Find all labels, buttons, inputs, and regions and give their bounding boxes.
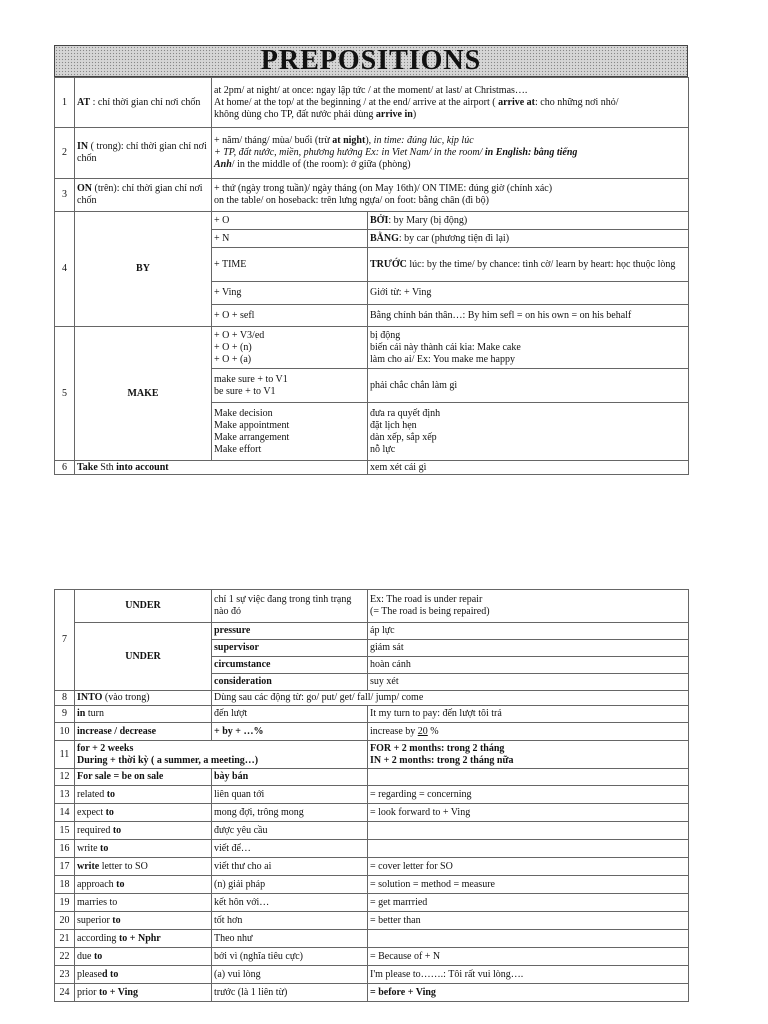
table-row: [55, 78, 689, 128]
row-form: bày bán: [212, 769, 368, 786]
make-meaning: phải chắc chắn làm gì: [368, 369, 689, 403]
row-meaning: [368, 930, 689, 948]
row-number: 2: [55, 128, 75, 179]
row-form: bởi vì (nghĩa tiêu cực): [212, 948, 368, 966]
row-number: 21: [55, 930, 75, 948]
under-meaning: hoàn cảnh: [368, 657, 689, 674]
row-meaning: [368, 840, 689, 858]
table-row: [55, 786, 689, 804]
row-meaning: = cover letter for SO: [368, 858, 689, 876]
row-label: increase / decrease: [75, 723, 212, 741]
row-label: due to: [75, 948, 212, 966]
row-form: (a) vui lòng: [212, 966, 368, 984]
row-label: UNDER: [75, 623, 212, 691]
row-number: 24: [55, 984, 75, 1002]
make-meaning: bị động biến cái này thành cái kia: Make cake làm cho ai/ Ex: You make me happy: [368, 327, 689, 369]
row-meaning: = look forward to + Ving: [368, 804, 689, 822]
table-row: [55, 590, 689, 623]
row-label: according to + Nphr: [75, 930, 212, 948]
row-label: INTO (vào trong): [75, 691, 212, 706]
row-label: write letter to SO: [75, 858, 212, 876]
table-row: [55, 822, 689, 840]
row-form: tốt hơn: [212, 912, 368, 930]
row-number: 15: [55, 822, 75, 840]
make-meaning: đưa ra quyết định đặt lịch hẹn dàn xếp, sắp xếp nỗ lực: [368, 403, 689, 461]
table-row: [55, 804, 689, 822]
row-meaning: = get marrried: [368, 894, 689, 912]
row-form: liên quan tới: [212, 786, 368, 804]
row-meaning: It my turn to pay: đến lượt tôi trả: [368, 706, 689, 723]
row-number: 11: [55, 741, 75, 769]
row-label: marries to: [75, 894, 212, 912]
table-row: [55, 984, 689, 1002]
row-label: pleased to: [75, 966, 212, 984]
row-label: expect to: [75, 804, 212, 822]
by-form: + Ving: [212, 282, 368, 305]
row-number: 17: [55, 858, 75, 876]
row-label: AT : chỉ thời gian chỉ nơi chốn: [75, 78, 212, 128]
row-meaning: I'm please to…….: Tôi rất vui lòng….: [368, 966, 689, 984]
row-meaning: = regarding = concerning: [368, 786, 689, 804]
row-number: 4: [55, 212, 75, 327]
table-row: [55, 769, 689, 786]
under-form: supervisor: [212, 640, 368, 657]
row-number: 22: [55, 948, 75, 966]
row-meaning: = before + Ving: [368, 984, 689, 1002]
row-label: Take Sth into account: [75, 461, 368, 475]
table-row: [55, 128, 689, 179]
page-title-bar: [54, 45, 688, 77]
row-number: 23: [55, 966, 75, 984]
row-label: related to: [75, 786, 212, 804]
row-label: for + 2 weeks During + thời kỳ ( a summer, a meeting…): [75, 741, 368, 769]
row-meaning: = solution = method = measure: [368, 876, 689, 894]
by-form: + N: [212, 230, 368, 248]
row-meaning: = better than: [368, 912, 689, 930]
table-row: [55, 623, 689, 640]
row-form: kết hôn với…: [212, 894, 368, 912]
by-form: + O: [212, 212, 368, 230]
row-label: approach to: [75, 876, 212, 894]
table-row: [55, 706, 689, 723]
table-row: [55, 930, 689, 948]
row-label: required to: [75, 822, 212, 840]
row-form: viết thư cho ai: [212, 858, 368, 876]
row-content: + năm/ tháng/ mùa/ buổi (trừ at night), in time: đúng lúc, kịp lúc + TP, đất nước, miền, phương hướng Ex: in Viet Nam/ in the room/ in English: bằng tiếng Anh/ in the middle of (the room): ở giữa (phòng): [212, 128, 689, 179]
row-meaning: xem xét cái gì: [368, 461, 689, 475]
make-form: make sure + to V1 be sure + to V1: [212, 369, 368, 403]
row-number: 8: [55, 691, 75, 706]
table-row: [55, 741, 689, 769]
row-form: đến lượt: [212, 706, 368, 723]
row-meaning: [368, 822, 689, 840]
row-label: IN ( trong): chỉ thời gian chỉ nơi chốn: [75, 128, 212, 179]
by-meaning: Giới từ: + Ving: [368, 282, 689, 305]
row-label: BY: [75, 212, 212, 327]
make-form: Make decision Make appointment Make arrangement Make effort: [212, 403, 368, 461]
row-form: (n) giải pháp: [212, 876, 368, 894]
table-row: [55, 179, 689, 212]
row-content: at 2pm/ at night/ at once: ngay lập tức / at the moment/ at last/ at Christmas…. At home/ at the top/ at the beginning / at the end/ arrive at the airport ( arrive at: cho những nơi nhỏ/ không dùng cho TP, đất nước phải dùng arrive in): [212, 78, 689, 128]
row-number: 16: [55, 840, 75, 858]
prepositions-table-2: [54, 589, 689, 1002]
under-meaning: áp lực: [368, 623, 689, 640]
table-row: [55, 723, 689, 741]
row-meaning: = Because of + N: [368, 948, 689, 966]
table-row: [55, 327, 689, 369]
row-number: 19: [55, 894, 75, 912]
row-number: 12: [55, 769, 75, 786]
table-row: [55, 212, 689, 230]
under-form: pressure: [212, 623, 368, 640]
row-number: 5: [55, 327, 75, 461]
by-meaning: Bằng chính bản thân…: By him sefl = on his own = on his behalf: [368, 305, 689, 327]
table-row: [55, 912, 689, 930]
under-meaning: giám sát: [368, 640, 689, 657]
row-number: 9: [55, 706, 75, 723]
row-label: For sale = be on sale: [75, 769, 212, 786]
row-label: UNDER: [75, 590, 212, 623]
by-meaning: TRƯỚC lúc: by the time/ by chance: tình cờ/ learn by heart: học thuộc lòng: [368, 248, 689, 282]
table-row: [55, 691, 689, 706]
under-form: consideration: [212, 674, 368, 691]
table-row: [55, 858, 689, 876]
by-form: + O + sefl: [212, 305, 368, 327]
make-form: + O + V3/ed + O + (n) + O + (a): [212, 327, 368, 369]
row-number: 6: [55, 461, 75, 475]
row-number: 10: [55, 723, 75, 741]
under-meaning: suy xét: [368, 674, 689, 691]
table-row: [55, 966, 689, 984]
row-label: in turn: [75, 706, 212, 723]
row-label: superior to: [75, 912, 212, 930]
under-meaning: Ex: The road is under repair (= The road is being repaired): [368, 590, 689, 623]
under-form: chỉ 1 sự việc đang trong tình trạng nào đó: [212, 590, 368, 623]
row-form: + by + …%: [212, 723, 368, 741]
row-content: Dùng sau các động từ: go/ put/ get/ fall/ jump/ come: [212, 691, 689, 706]
row-number: 13: [55, 786, 75, 804]
table-row: [55, 840, 689, 858]
table-row: [55, 876, 689, 894]
row-form: mong đợi, trông mong: [212, 804, 368, 822]
table-row: [55, 894, 689, 912]
by-meaning: BỞI: by Mary (bị động): [368, 212, 689, 230]
row-number: 18: [55, 876, 75, 894]
row-number: 14: [55, 804, 75, 822]
row-number: 3: [55, 179, 75, 212]
row-meaning: increase by 20 %: [368, 723, 689, 741]
row-content: + thứ (ngày trong tuần)/ ngày tháng (on May 16th)/ ON TIME: đúng giờ (chính xác) on the table/ on hoseback: trên lưng ngựa/ on foot: bằng chân (đi bộ): [212, 179, 689, 212]
by-form: + TIME: [212, 248, 368, 282]
row-number: 7: [55, 590, 75, 691]
row-label: ON (trên): chỉ thời gian chỉ nơi chốn: [75, 179, 212, 212]
row-form: Theo như: [212, 930, 368, 948]
table-row: [55, 461, 689, 475]
row-number: 20: [55, 912, 75, 930]
row-label: MAKE: [75, 327, 212, 461]
by-meaning: BẰNG: by car (phương tiện đi lại): [368, 230, 689, 248]
under-form: circumstance: [212, 657, 368, 674]
row-form: viết để…: [212, 840, 368, 858]
row-form: trước (là 1 liên từ): [212, 984, 368, 1002]
prepositions-table-1: [54, 77, 689, 475]
table-row: [55, 948, 689, 966]
row-number: 1: [55, 78, 75, 128]
row-meaning: [368, 769, 689, 786]
row-label: prior to + Ving: [75, 984, 212, 1002]
row-meaning: FOR + 2 months: trong 2 tháng IN + 2 months: trong 2 tháng nữa: [368, 741, 689, 769]
page-title: PREPOSITIONS: [260, 45, 482, 76]
row-label: write to: [75, 840, 212, 858]
row-form: được yêu cầu: [212, 822, 368, 840]
